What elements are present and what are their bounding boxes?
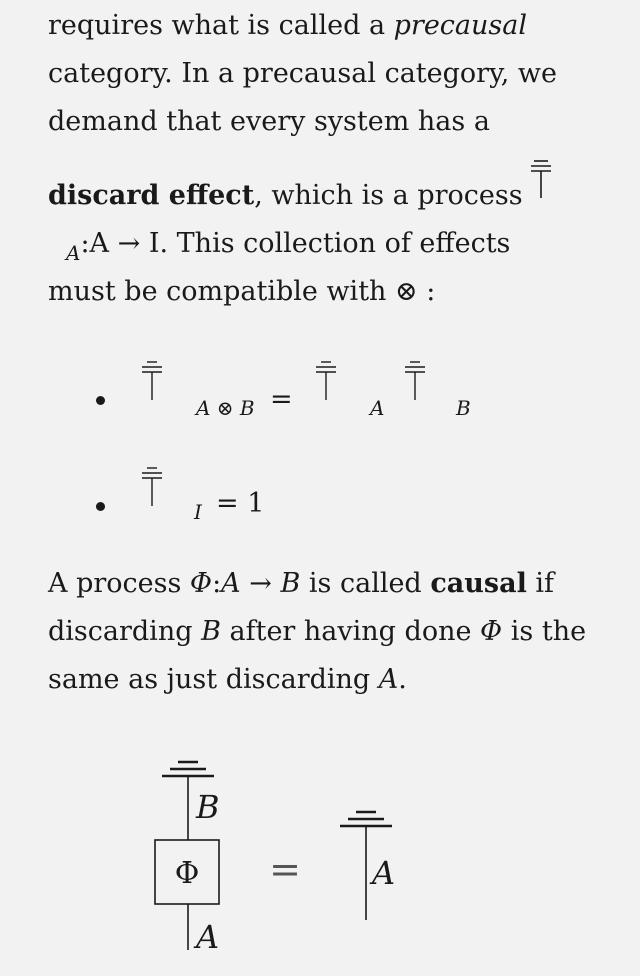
symbol-B: B (201, 616, 221, 647)
subscript-A-tensor-B: A ⊗ B (196, 396, 255, 420)
emphasis-precausal: precausal (393, 10, 528, 41)
text-line-7 (48, 560, 554, 608)
text-span: : (212, 568, 222, 599)
discard-icon (315, 360, 337, 400)
bullet-dot (96, 502, 105, 511)
text-span: . (398, 664, 407, 695)
subscript-A: A (66, 241, 81, 265)
text-span: same as just discarding (48, 664, 379, 695)
text-line-2: category. In a precausal category, we (48, 58, 558, 89)
text-span: , which is a process (254, 180, 523, 211)
text-line-9 (48, 656, 407, 704)
text-line-5 (48, 220, 510, 269)
text-line-6: must be compatible with ⊗ : (48, 276, 436, 307)
symbol-A: A (378, 664, 399, 695)
label-B: B (196, 788, 220, 826)
symbol-phi: Φ (189, 568, 213, 599)
text-span: A process (48, 568, 190, 599)
term-discard-effect: discard effect (48, 180, 255, 211)
text-line-4 (48, 172, 523, 220)
equals-sign: = (269, 847, 301, 891)
discard-icon (141, 466, 163, 506)
subscript-B: B (456, 396, 471, 420)
subscript-I: I (194, 500, 202, 524)
text-span: is the (502, 616, 587, 647)
text-line-8 (48, 608, 586, 656)
text-line-3: demand that every system has a (48, 106, 490, 137)
symbol-B: B (280, 568, 301, 599)
discard-icon (404, 360, 426, 400)
text-span: if (526, 568, 555, 599)
discard-icon (530, 158, 552, 198)
arrow: → (240, 568, 281, 599)
text-line-1 (48, 2, 527, 50)
equals-sign: = (270, 384, 293, 415)
discard-icon (141, 360, 163, 400)
text-span: is called (300, 568, 431, 599)
bullet-dot (96, 396, 105, 405)
text-span: discarding (48, 616, 202, 647)
label-A: A (372, 854, 396, 892)
label-A: A (196, 918, 220, 956)
label-phi: Φ (174, 856, 200, 891)
term-causal: causal (430, 568, 527, 599)
text-span: :A → I. This collection of effects (80, 228, 511, 259)
subscript-A: A (370, 396, 385, 420)
text-span: requires what is called a (48, 10, 394, 41)
text-span: after having done (220, 616, 481, 647)
equals-one: = 1 (216, 488, 265, 519)
symbol-A: A (221, 568, 241, 599)
causality-diagram (140, 750, 440, 960)
symbol-phi: Φ (480, 616, 503, 647)
